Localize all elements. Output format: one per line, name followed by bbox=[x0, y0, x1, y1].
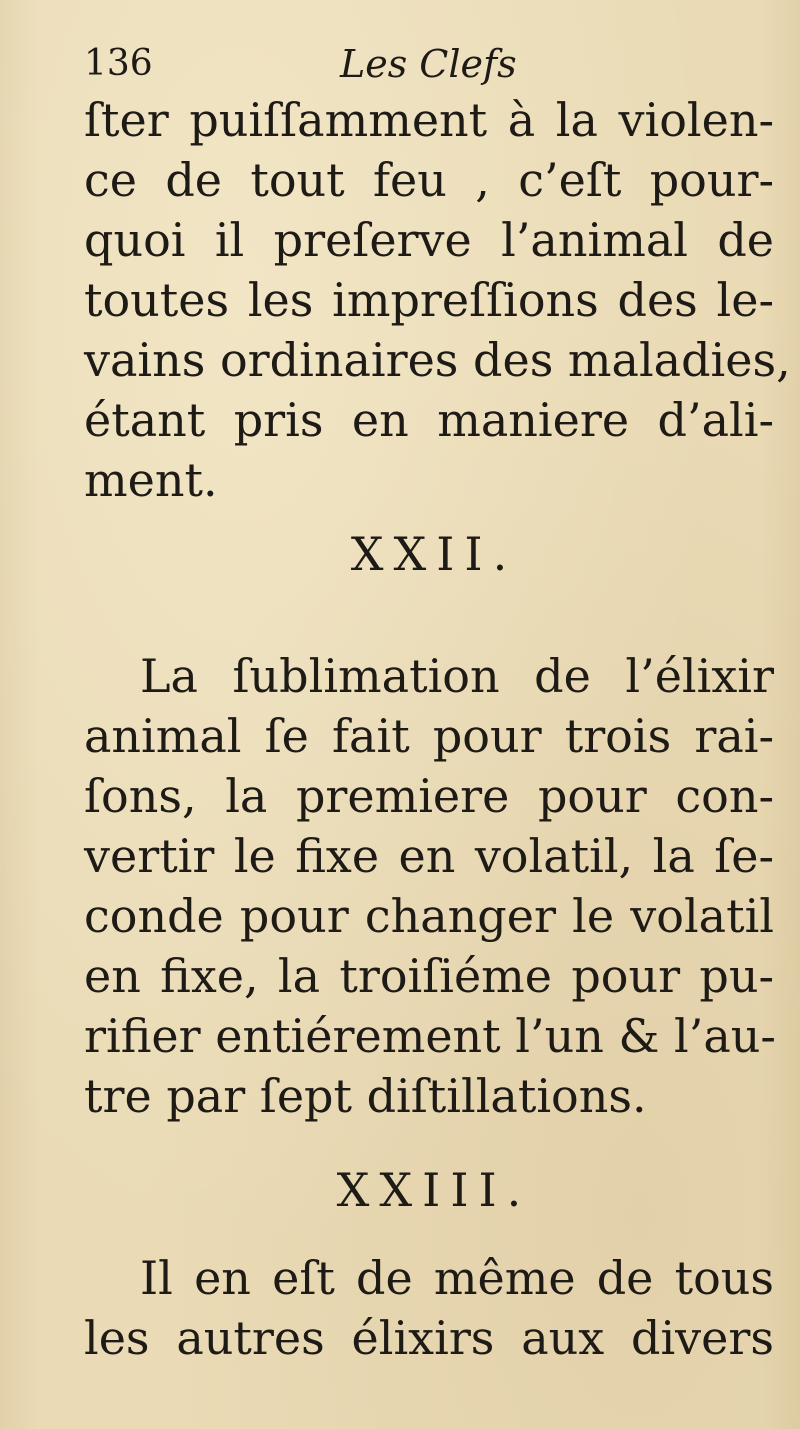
paragraph-xxiii bbox=[84, 1248, 774, 1368]
text-line: étant pris en maniere d’ali- bbox=[84, 393, 774, 447]
text-line: les autres élixirs aux divers bbox=[84, 1311, 774, 1365]
text-line: ſons, la premiere pour con- bbox=[84, 769, 774, 823]
text-line: toutes les impreſſions des le- bbox=[84, 273, 774, 327]
text-line: en fixe, la troiſiéme pour pu- bbox=[84, 949, 774, 1003]
text-line: animal ſe fait pour trois rai- bbox=[84, 709, 774, 763]
text-line: ment. bbox=[84, 453, 218, 507]
text-line: La ſublimation de l’élixir bbox=[140, 649, 774, 703]
text-line: ce de tout feu , c’eſt pour- bbox=[84, 153, 774, 207]
running-head bbox=[84, 38, 584, 90]
paragraph-xxii bbox=[84, 646, 774, 1126]
text-line: rifier entiérement l’un & l’au- bbox=[84, 1009, 776, 1063]
body-text bbox=[84, 90, 791, 1368]
text-line: quoi il preſerve l’animal de bbox=[84, 213, 774, 267]
text-line: tre par ſept diſtillations. bbox=[84, 1069, 647, 1123]
text-line: vains ordinaires des maladies, bbox=[84, 333, 791, 387]
text-line: ſter puiſſamment à la violen- bbox=[84, 93, 774, 147]
text-line: conde pour changer le volatil bbox=[84, 889, 774, 943]
running-title: Les Clefs bbox=[340, 42, 517, 86]
page-number: 136 bbox=[84, 43, 153, 84]
text-line: vertir le fixe en volatil, la ſe- bbox=[84, 829, 774, 883]
section-heading-xxii: XXII. bbox=[350, 527, 518, 581]
text-line: Il en eſt de même de tous bbox=[140, 1251, 774, 1305]
paragraph-continuation bbox=[84, 90, 791, 510]
section-heading-xxiii: XXIII. bbox=[336, 1163, 532, 1217]
